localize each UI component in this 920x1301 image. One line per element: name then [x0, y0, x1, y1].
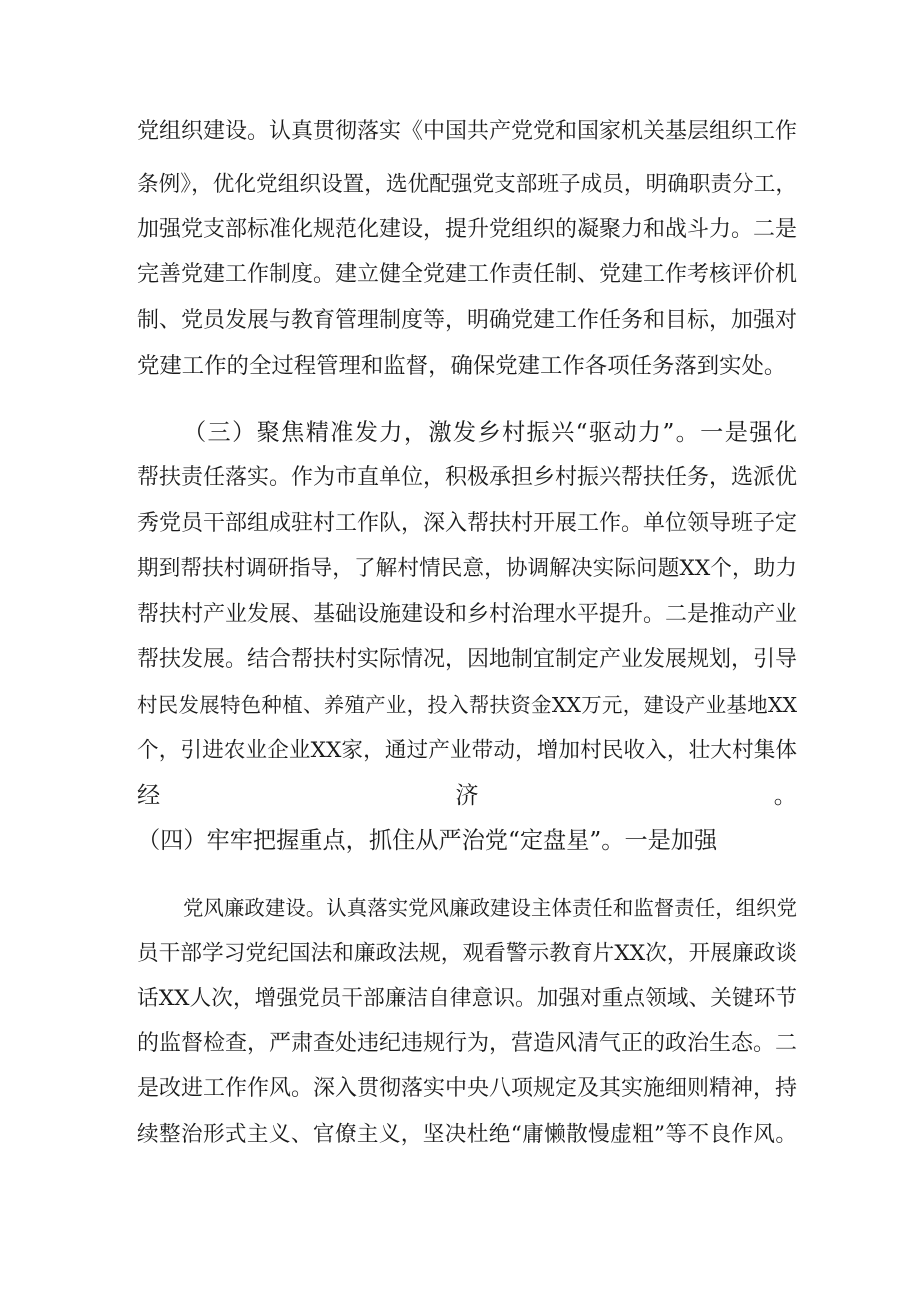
text-line: 秀党员干部组成驻村工作队，深入帮扶村开展工作。单位领导班子定 — [137, 511, 798, 536]
text-line: 制、党员发展与教育管理制度等，明确党建工作任务和目标，加强对 — [137, 308, 798, 333]
text-line: 条例》，优化党组织设置，选优配强党支部班子成员，明确职责分工， — [137, 172, 797, 197]
text-line: 的监督检查，严肃查处违纪违规行为，营造风清气正的政治生态。二 — [137, 1031, 798, 1056]
section-heading-line: （三）聚焦精准发力，激发乡村振兴“驱动力”。一是强化 — [183, 419, 797, 446]
text-line: 帮扶村产业发展、基础设施建设和乡村治理水平提升。二是推动产业 — [137, 602, 798, 627]
text-line: 帮扶发展。结合帮扶村实际情况，因地制宜制定产业发展规划，引导 — [137, 647, 798, 672]
section-heading-line: 党风廉政建设。认真落实党风廉政建设主体责任和监督责任，组织党 — [183, 896, 797, 920]
text-line: 是改进工作作风。深入贯彻落实中央八项规定及其实施细则精神，持 — [137, 1076, 798, 1101]
text-line: 帮扶责任落实。作为市直单位，积极承担乡村振兴帮扶任务，选派优 — [137, 465, 798, 490]
text-line: 个，引进农业企业XX家，通过产业带动，增加村民收入，壮大村集体 — [137, 738, 797, 763]
text-line: 加强党支部标准化规范化建设，提升党组织的凝聚力和战斗力。二是 — [137, 217, 798, 242]
text-line: 期到帮扶村调研指导，了解村情民意，协调解决实际问题XX个，助力 — [137, 556, 797, 581]
text-line: 完善党建工作制度。建立健全党建工作责任制、党建工作考核评价机 — [137, 262, 798, 287]
text-line: 经济。 — [137, 782, 797, 809]
text-line: 党组织建设。认真贯彻落实《中国共产党党和国家机关基层组织工作 — [137, 119, 798, 144]
text-line: （四）牢牢把握重点，抓住从严治党“定盘星”。一是加强 — [137, 827, 718, 854]
text-line: 员干部学习党纪国法和廉政法规，观看警示教育片XX次，开展廉政谈 — [137, 941, 797, 966]
text-line: 党建工作的全过程管理和监督，确保党建工作各项任务落到实处。 — [137, 353, 787, 379]
text-line: 村民发展特色种植、养殖产业，投入帮扶资金XX万元，建设产业基地XX — [137, 693, 797, 717]
text-line: 话XX人次，增强党员干部廉洁自律意识。加强对重点领域、关键环节 — [137, 986, 797, 1011]
text-line: 续整治形式主义、官僚主义，坚决杜绝“庸懒散慢虚粗”等不良作风。 — [137, 1122, 797, 1147]
